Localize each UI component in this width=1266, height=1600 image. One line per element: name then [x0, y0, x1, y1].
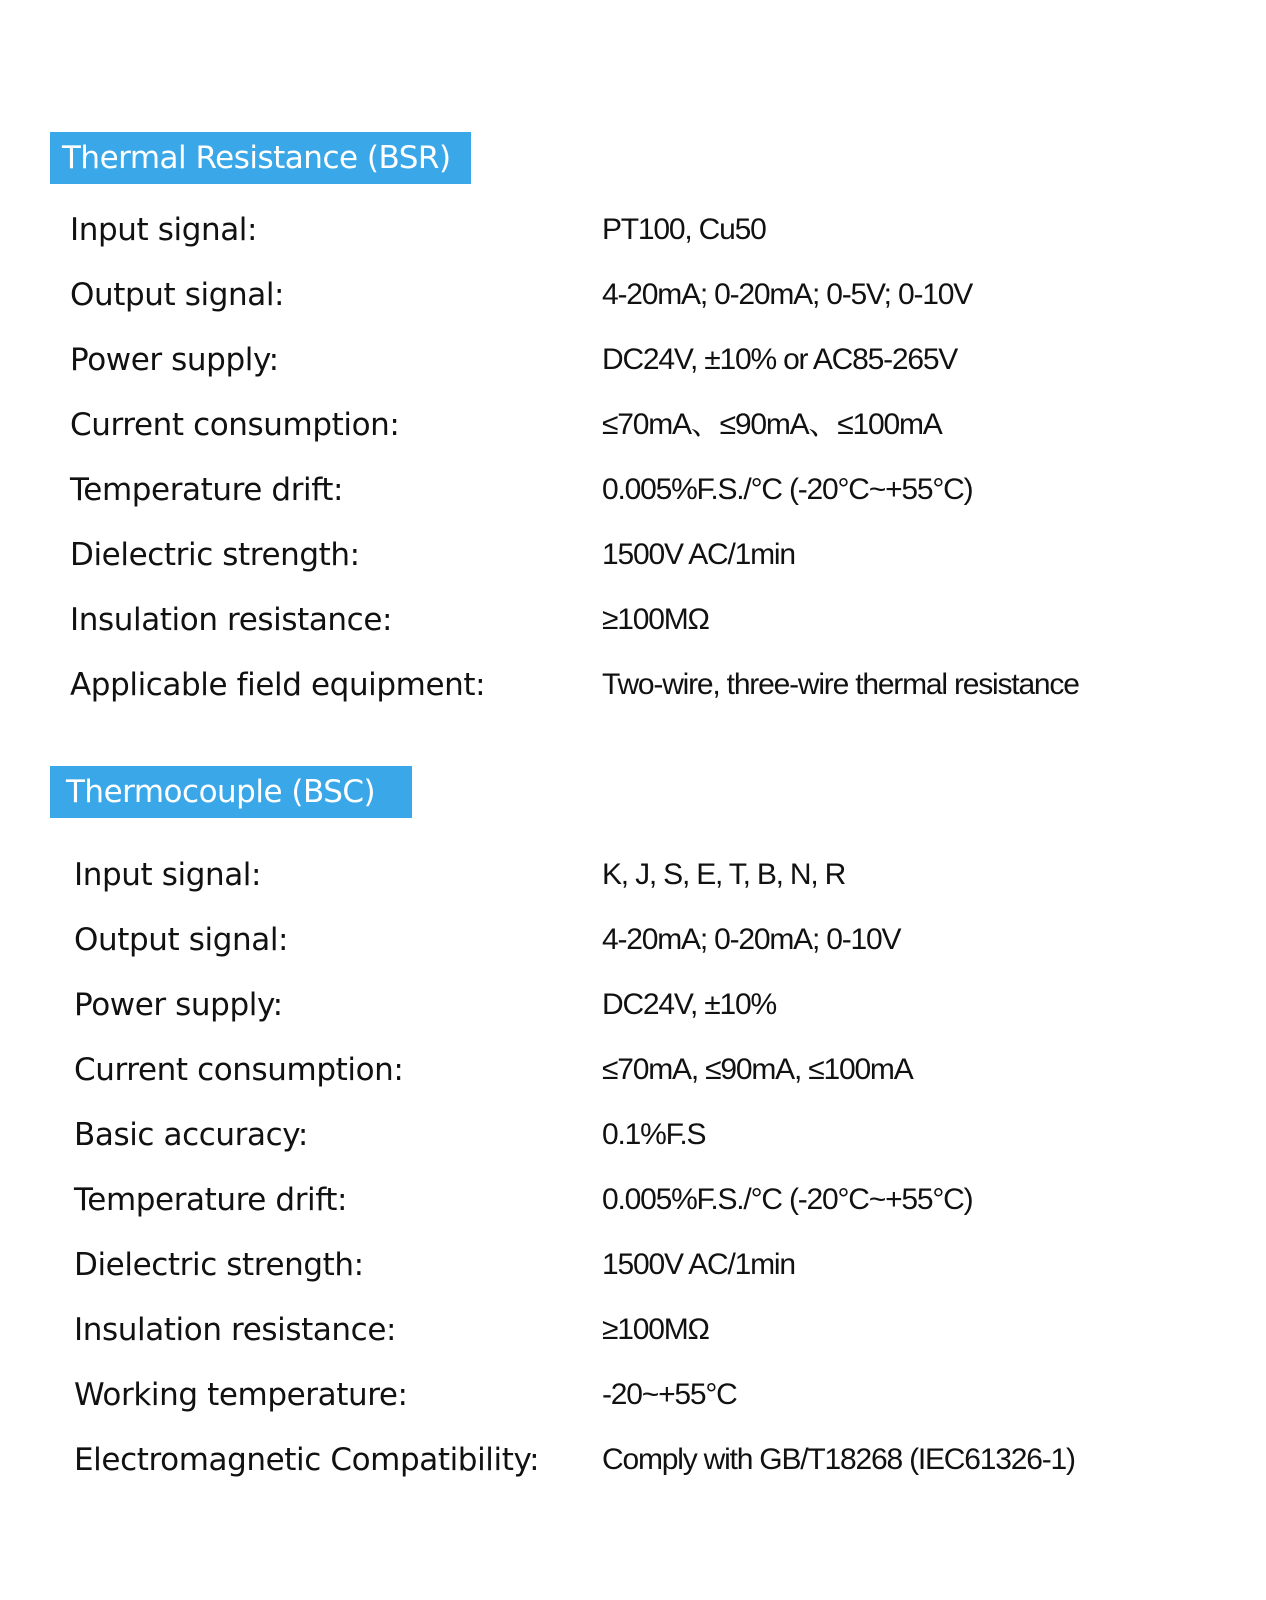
- spec-label: Basic accuracy:: [74, 1117, 308, 1153]
- spec-row-electromagnetic-compatibility: [0, 1428, 1266, 1493]
- spec-value: ≤70mA、≤90mA、≤100mA: [602, 408, 942, 441]
- spec-label: Applicable field equipment:: [70, 667, 486, 703]
- spec-label: Working temperature:: [74, 1377, 408, 1413]
- spec-row-current-consumption: [0, 393, 1266, 458]
- section-header-thermal-resistance: Thermal Resistance (BSR): [50, 132, 471, 184]
- spec-label: Electromagnetic Compatibility:: [74, 1442, 540, 1478]
- spec-row-insulation-resistance: [0, 588, 1266, 653]
- spec-label: Temperature drift:: [70, 472, 344, 508]
- spec-row-temperature-drift: [0, 458, 1266, 523]
- spec-label: Output signal:: [74, 922, 289, 958]
- spec-label: Current consumption:: [70, 407, 400, 443]
- spec-value: 1500V AC/1min: [602, 1248, 795, 1281]
- spec-row-output-signal: [0, 263, 1266, 328]
- spec-row-input-signal: [0, 843, 1266, 908]
- spec-row-working-temperature: [0, 1363, 1266, 1428]
- spec-value: Comply with GB/T18268 (IEC61326-1): [602, 1443, 1075, 1476]
- spec-row-applicable-field-equipment: [0, 653, 1266, 718]
- spec-label: Power supply:: [70, 342, 279, 378]
- spec-row-power-supply: [0, 973, 1266, 1038]
- spec-row-basic-accuracy: [0, 1103, 1266, 1168]
- spec-row-input-signal: [0, 198, 1266, 263]
- spec-label: Output signal:: [70, 277, 285, 313]
- spec-label: Insulation resistance:: [74, 1312, 397, 1348]
- spec-label: Insulation resistance:: [70, 602, 393, 638]
- spec-value: 0.1%F.S: [602, 1118, 706, 1151]
- spec-value: Two-wire, three-wire thermal resistance: [602, 668, 1079, 701]
- spec-label: Temperature drift:: [74, 1182, 348, 1218]
- spec-value: 0.005%F.S./°C (-20°C~+55°C): [602, 473, 973, 506]
- spec-label: Input signal:: [70, 212, 258, 248]
- spec-row-power-supply: [0, 328, 1266, 393]
- spec-row-dielectric-strength: [0, 523, 1266, 588]
- spec-value: -20~+55°C: [602, 1378, 737, 1411]
- spec-value: PT100, Cu50: [602, 213, 766, 246]
- spec-row-insulation-resistance: [0, 1298, 1266, 1363]
- spec-value: DC24V, ±10% or AC85-265V: [602, 343, 958, 376]
- spec-label: Dielectric strength:: [74, 1247, 364, 1283]
- spec-value: 4-20mA; 0-20mA; 0-5V; 0-10V: [602, 278, 973, 311]
- spec-row-temperature-drift: [0, 1168, 1266, 1233]
- spec-label: Input signal:: [74, 857, 262, 893]
- spec-value: 1500V AC/1min: [602, 538, 795, 571]
- spec-value: ≥100MΩ: [602, 1313, 709, 1346]
- spec-row-output-signal: [0, 908, 1266, 973]
- spec-label: Current consumption:: [74, 1052, 404, 1088]
- spec-row-dielectric-strength: [0, 1233, 1266, 1298]
- spec-value: 0.005%F.S./°C (-20°C~+55°C): [602, 1183, 973, 1216]
- spec-value: ≥100MΩ: [602, 603, 709, 636]
- spec-list-thermocouple: [0, 843, 1266, 1493]
- spec-value: K, J, S, E, T, B, N, R: [602, 858, 846, 891]
- section-header-thermocouple: Thermocouple (BSC): [50, 766, 412, 818]
- spec-value: ≤70mA, ≤90mA, ≤100mA: [602, 1053, 913, 1086]
- spec-value: DC24V, ±10%: [602, 988, 776, 1021]
- spec-value: 4-20mA; 0-20mA; 0-10V: [602, 923, 901, 956]
- spec-list-thermal-resistance: [0, 198, 1266, 718]
- spec-row-current-consumption: [0, 1038, 1266, 1103]
- spec-label: Dielectric strength:: [70, 537, 360, 573]
- spec-label: Power supply:: [74, 987, 283, 1023]
